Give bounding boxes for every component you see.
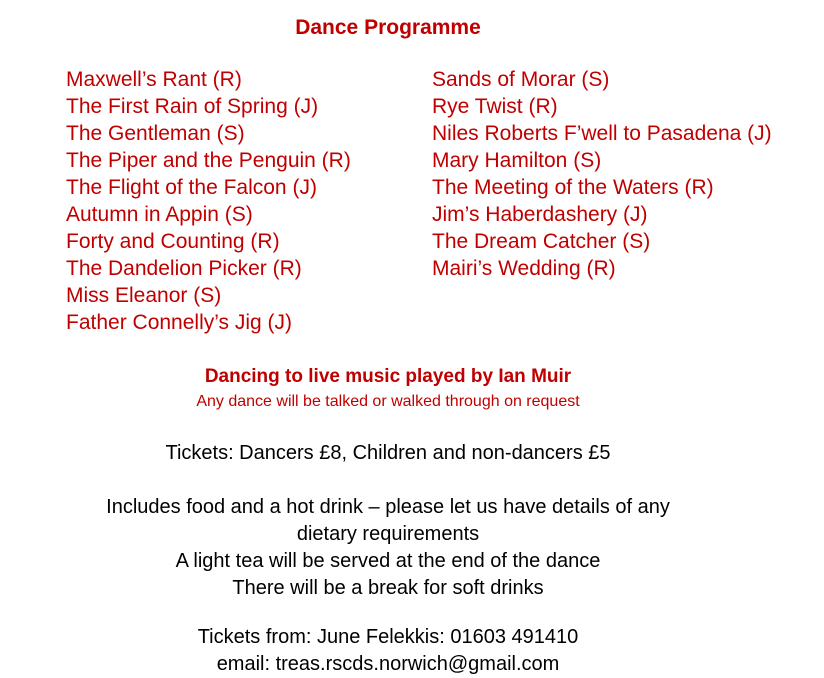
dance-item: The Piper and the Penguin (R) <box>66 149 351 172</box>
dance-item: The Gentleman (S) <box>66 122 245 145</box>
walkthrough-note: Any dance will be talked or walked through on request <box>196 393 580 410</box>
dance-item: Jim’s Haberdashery (J) <box>432 203 648 226</box>
includes-line: dietary requirements <box>296 523 480 545</box>
ticket-prices: Tickets: Dancers £8, Children and non-dancers £5 <box>165 442 611 464</box>
contact-info <box>0 624 776 678</box>
dance-item: The Meeting of the Waters (R) <box>432 176 714 199</box>
page-title: Dance Programme <box>295 16 481 39</box>
dance-item: Mairi’s Wedding (R) <box>432 257 616 280</box>
dance-item: The First Rain of Spring (J) <box>66 95 319 118</box>
dance-list-right <box>432 66 772 282</box>
dance-item: Autumn in Appin (S) <box>66 203 253 226</box>
dance-item: Rye Twist (R) <box>432 95 558 118</box>
dance-list-left <box>66 66 351 336</box>
dance-item: Maxwell’s Rant (R) <box>66 68 242 91</box>
dance-item: The Flight of the Falcon (J) <box>66 176 317 199</box>
dance-item: Sands of Morar (S) <box>432 68 610 91</box>
dance-item: The Dandelion Picker (R) <box>66 257 302 280</box>
refreshments-info <box>0 494 776 602</box>
dance-item: Mary Hamilton (S) <box>432 149 602 172</box>
dance-item: Niles Roberts F’well to Pasadena (J) <box>432 122 772 145</box>
tea-line: A light tea will be served at the end of the dance <box>175 550 601 572</box>
dance-item: Forty and Counting (R) <box>66 230 280 253</box>
dance-item: Miss Eleanor (S) <box>66 284 222 307</box>
contact-email[interactable]: email: treas.rscds.norwich@gmail.com <box>216 653 560 675</box>
includes-line: Includes food and a hot drink – please let us have details of any <box>106 496 670 518</box>
break-line: There will be a break for soft drinks <box>232 577 544 599</box>
dance-item: The Dream Catcher (S) <box>432 230 651 253</box>
contact-phone: Tickets from: June Felekkis: 01603 491410 <box>197 626 579 648</box>
music-heading: Dancing to live music played by Ian Muir <box>204 366 572 387</box>
dance-item: Father Connelly’s Jig (J) <box>66 311 293 334</box>
